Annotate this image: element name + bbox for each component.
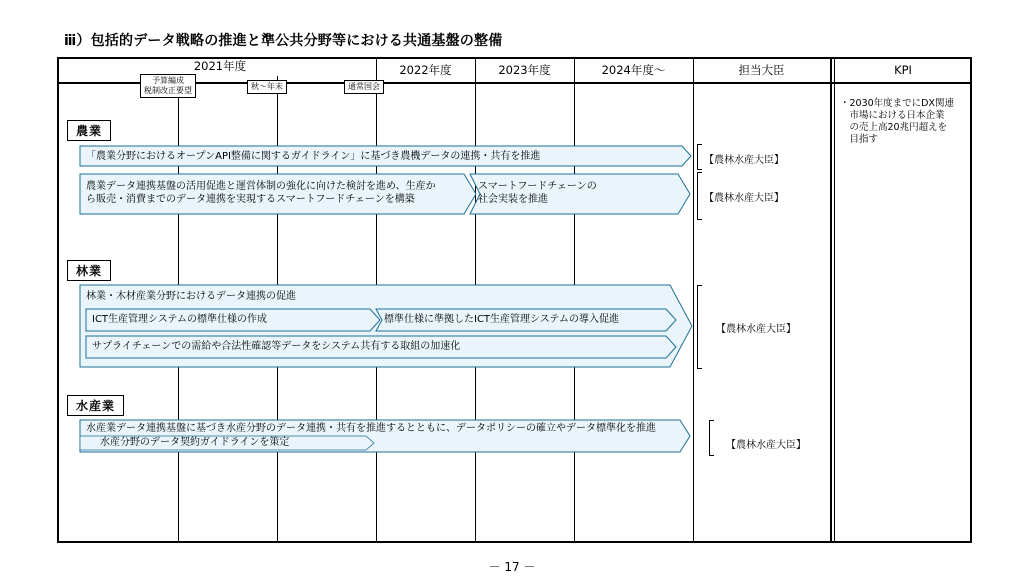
col-divider	[834, 57, 835, 543]
header-fy2023: 2023年度	[498, 63, 551, 77]
text-forestry-inner1b: 標準仕様に準拠したICT生産管理システムの導入促進	[384, 314, 620, 325]
text-forestry-inner2: サプライチェーンでの需給や合法性確認等データをシステム共有する取組の加速化	[92, 341, 461, 352]
sector-label-forestry: 林業	[67, 260, 111, 281]
text-agri-row1: 「農業分野におけるオープンAPI整備に関するガイドライン」に基づき農機データの連携・共有を推進	[86, 151, 541, 162]
text-forestry-inner1a: ICT生産管理システムの標準仕様の作成	[92, 314, 268, 325]
sector-label-fishery: 水産業	[67, 395, 124, 416]
page-number: － 17 －	[488, 560, 536, 574]
sector-label-agriculture: 農業	[67, 120, 111, 141]
callout-diet: 通常国会	[344, 80, 384, 94]
bracket-agri-2	[697, 172, 702, 220]
header-kpi: KPI	[894, 63, 912, 77]
minister-agri-1: 【農林水産大臣】	[704, 155, 784, 166]
minister-forestry: 【農林水産大臣】	[716, 324, 796, 335]
col-divider	[830, 57, 832, 543]
header-fy2022: 2022年度	[399, 63, 452, 77]
bracket-forestry	[697, 285, 702, 369]
callout-autumn: 秋～年末	[247, 80, 287, 94]
page-title: ⅲ）包括的データ戦略の推進と準公共分野等における共通基盤の整備	[64, 33, 503, 49]
text-forestry-outer: 林業・木材産業分野におけるデータ連携の促進	[86, 291, 296, 302]
header-minister: 担当大臣	[738, 63, 785, 77]
minister-fishery: 【農林水産大臣】	[726, 440, 806, 451]
header-fy2024: 2024年度～	[601, 63, 666, 77]
header-fy2021: 2021年度	[193, 59, 247, 73]
bracket-fishery	[709, 420, 714, 456]
kpi-text: ・2030年度までにDX関連 市場における日本企業 の売上高20兆円超えを 目指す	[840, 98, 955, 145]
callout-budget: 予算編成 税制改正要望	[140, 74, 196, 98]
text-fishery-row1b: 水産分野のデータ契約ガイドラインを策定	[100, 437, 290, 448]
bracket-agri-1	[697, 144, 702, 170]
text-agri-row2a: 農業データ連携基盤の活用促進と運営体制の強化に向けた検討を進め、生産か ら販売・消費までのデータ連携を実現するスマートフードチェーンを構築	[86, 181, 436, 205]
minister-agri-2: 【農林水産大臣】	[704, 193, 784, 204]
text-fishery-row1: 水産業データ連携基盤に基づき水産分野のデータ連携・共有を推進するとともに、データポリシーの確立やデータ標準化を推進	[86, 423, 656, 434]
text-agri-row2b: スマートフードチェーンの 社会実装を推進	[478, 181, 597, 205]
